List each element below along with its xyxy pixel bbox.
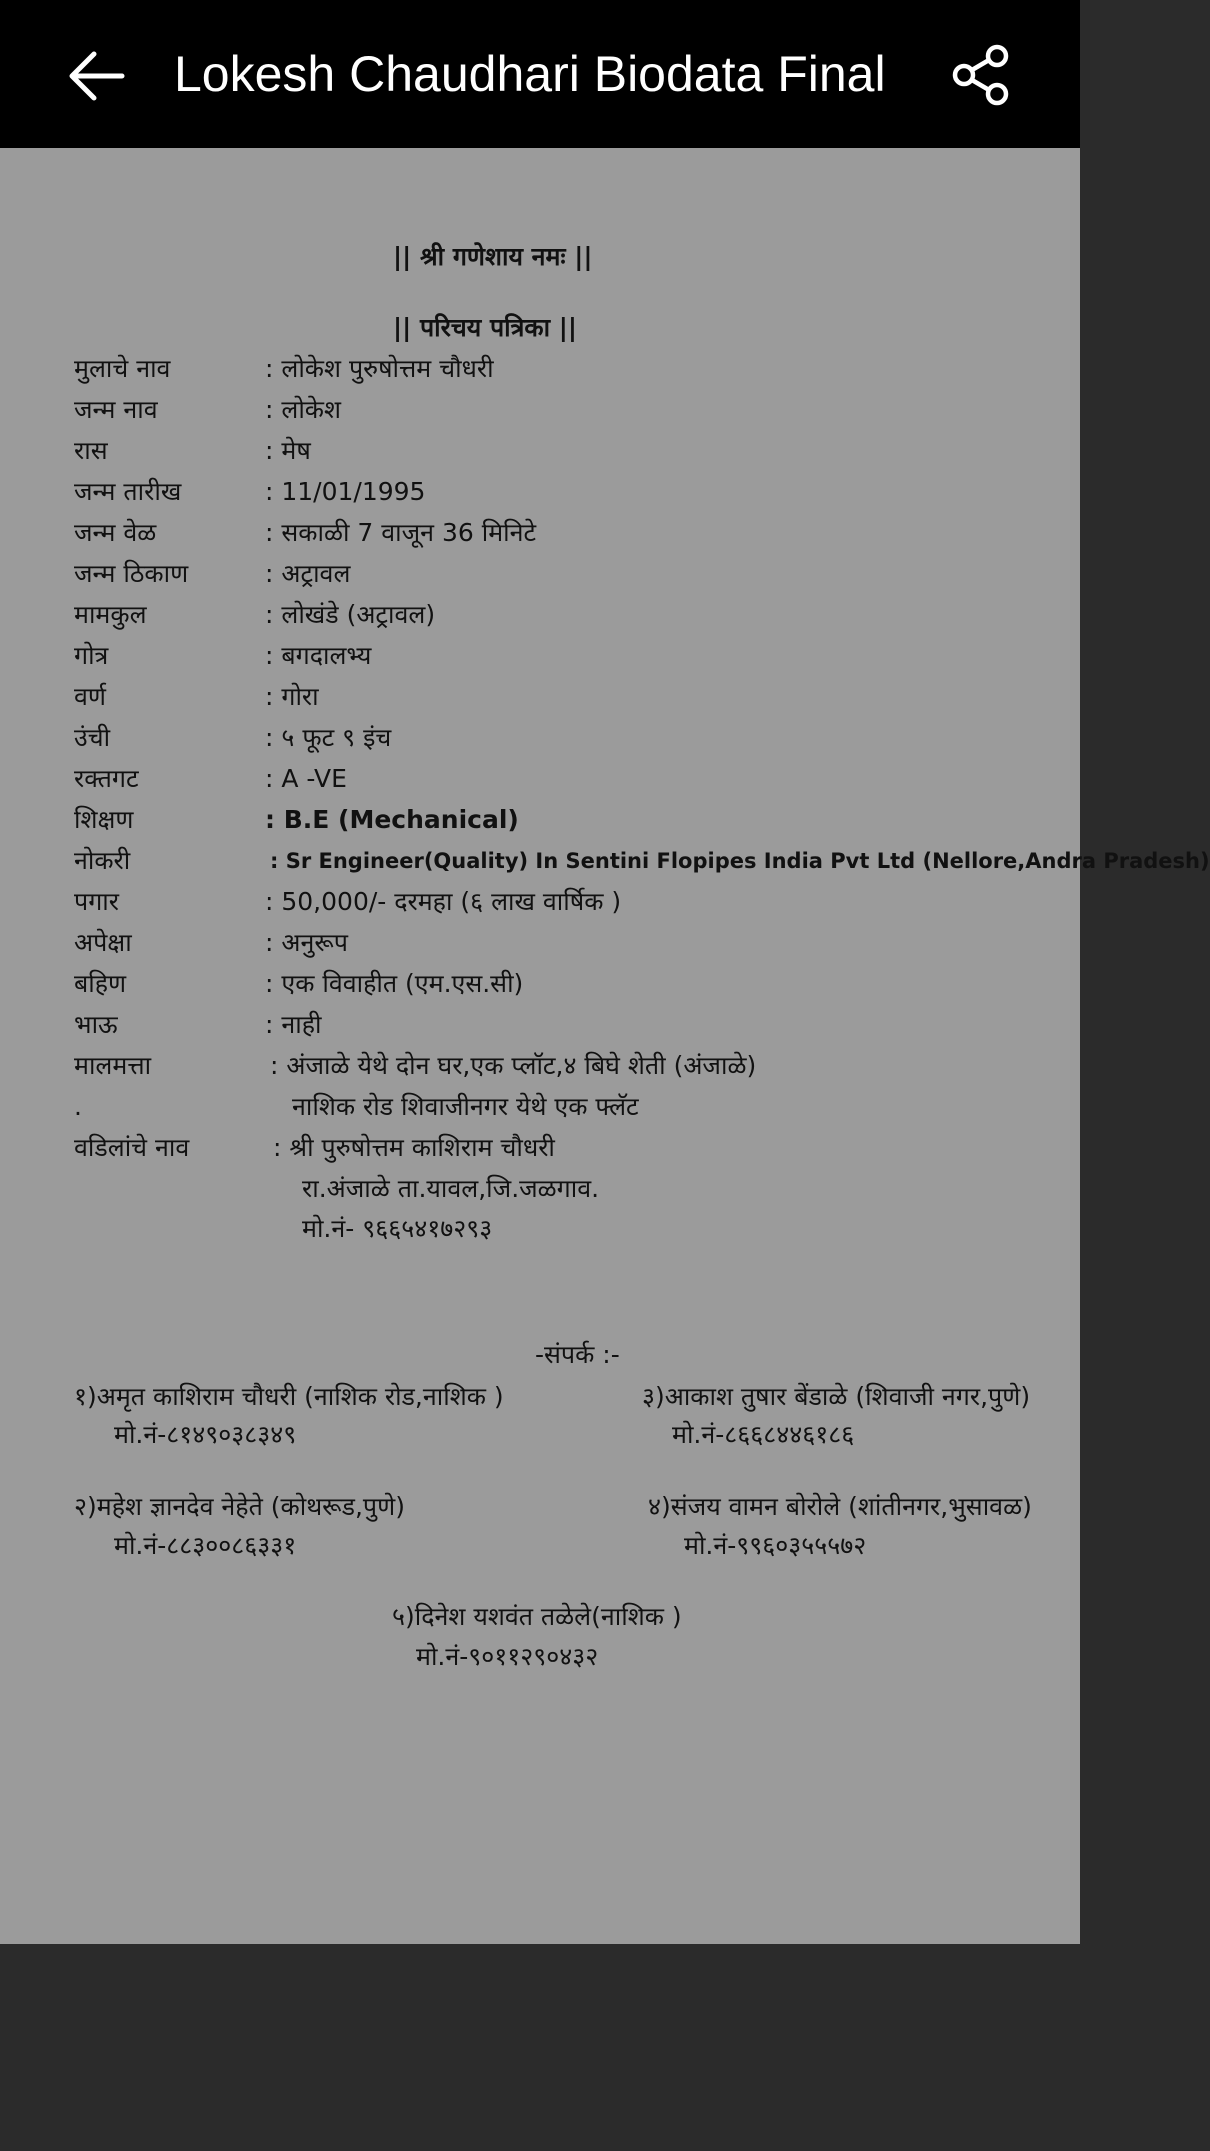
- document-title: Lokesh Chaudhari Biodata Final: [174, 46, 886, 102]
- field-value: : बगदालभ्य: [265, 641, 372, 670]
- field-label: पगार: [74, 887, 119, 916]
- field-value: : नाही: [265, 1010, 322, 1039]
- field-label: जन्म तारीख: [74, 477, 182, 506]
- field-label: रक्तगट: [74, 764, 139, 793]
- field-value: : ५ फूट ९ इंच: [265, 723, 392, 752]
- document-page[interactable]: [0, 148, 1210, 1944]
- share-button[interactable]: [950, 44, 1012, 106]
- contact-name: १)अमृत काशिराम चौधरी (नाशिक रोड,नाशिक ): [74, 1382, 504, 1411]
- field-value: : A -VE: [265, 764, 347, 793]
- contact-name: २)महेश ज्ञानदेव नेहेते (कोथरूड,पुणे): [74, 1492, 405, 1521]
- back-button[interactable]: [60, 40, 132, 112]
- field-label: वर्ण: [74, 682, 106, 711]
- contact-heading: -संपर्क :-: [535, 1340, 620, 1369]
- address-line: रा.अंजाळे ता.यावल,जि.जळगाव.: [302, 1174, 600, 1203]
- contact-mobile: मो.नं-९९६०३५५५७२: [684, 1531, 867, 1560]
- contact-mobile: मो.नं-८६६८४४६१८६: [672, 1420, 855, 1449]
- field-value: : अंजाळे येथे दोन घर,एक प्लॉट,४ बिघे शेती (अंजाळे): [270, 1051, 757, 1080]
- viewer-background: [0, 1944, 1080, 2151]
- contact-mobile: मो.नं-८८३००८६३३१: [114, 1531, 297, 1560]
- field-label: अपेक्षा: [74, 928, 132, 957]
- father-value: : श्री पुरुषोत्तम काशिराम चौधरी: [273, 1133, 555, 1162]
- field-label: मुलाचे नाव: [74, 354, 171, 383]
- field-value: : अट्रावल: [265, 559, 351, 588]
- field-label: भाऊ: [74, 1010, 118, 1039]
- field-value: : 11/01/1995: [265, 477, 426, 506]
- field-value: : Sr Engineer(Quality) In Sentini Flopipes India Pvt Ltd (Nellore,Andra Pradesh): [270, 849, 1210, 873]
- field-value: : गोरा: [265, 682, 319, 711]
- field-value: : लोकेश: [265, 395, 341, 424]
- field-value: : अनुरूप: [265, 928, 348, 957]
- field-value: : लोखंडे (अट्रावल): [265, 600, 436, 629]
- field-label: जन्म वेळ: [74, 518, 157, 547]
- arrow-left-icon: [60, 40, 132, 112]
- father-mobile: मो.नं- ९६६५४१७२९३: [302, 1214, 493, 1243]
- field-value: : सकाळी 7 वाजून 36 मिनिटे: [265, 518, 537, 547]
- field-value: : लोकेश पुरुषोत्तम चौधरी: [265, 354, 494, 383]
- field-value: : एक विवाहीत (एम.एस.सी): [265, 969, 524, 998]
- stray-dot: .: [74, 1092, 82, 1121]
- share-icon: [950, 44, 1012, 106]
- field-label: मामकुल: [74, 600, 147, 629]
- contact-mobile: मो.नं-९०११२९०४३२: [416, 1642, 599, 1671]
- contact-name: ४)संजय वामन बोरोले (शांतीनगर,भुसावळ): [648, 1492, 1032, 1521]
- biodata-title: || परिचय पत्रिका ||: [393, 313, 578, 342]
- contact-name: ५)दिनेश यशवंत तळेले(नाशिक ): [392, 1602, 682, 1631]
- field-value: : मेष: [265, 436, 311, 465]
- field-label: नोकरी: [74, 846, 131, 875]
- contact-mobile: मो.नं-८१४९०३८३४९: [114, 1420, 297, 1449]
- property-continuation: नाशिक रोड शिवाजीनगर येथे एक फ्लॅट: [292, 1092, 639, 1121]
- field-label: गोत्र: [74, 641, 109, 670]
- field-label: शिक्षण: [74, 805, 134, 834]
- field-label: जन्म नाव: [74, 395, 158, 424]
- field-label: जन्म ठिकाण: [74, 559, 189, 588]
- field-label: रास: [74, 436, 108, 465]
- father-label: वडिलांचे नाव: [74, 1133, 190, 1162]
- field-value: : 50,000/- दरमहा (६ लाख वार्षिक ): [265, 887, 622, 916]
- contact-name: ३)आकाश तुषार बेंडाळे (शिवाजी नगर,पुणे): [642, 1382, 1031, 1411]
- field-label: उंची: [74, 723, 111, 752]
- invocation-heading: || श्री गणेशाय नमः ||: [393, 242, 593, 271]
- field-value: : B.E (Mechanical): [265, 805, 519, 834]
- app-bar: [0, 0, 1080, 148]
- field-label: बहिण: [74, 969, 127, 998]
- field-label: मालमत्ता: [74, 1051, 152, 1080]
